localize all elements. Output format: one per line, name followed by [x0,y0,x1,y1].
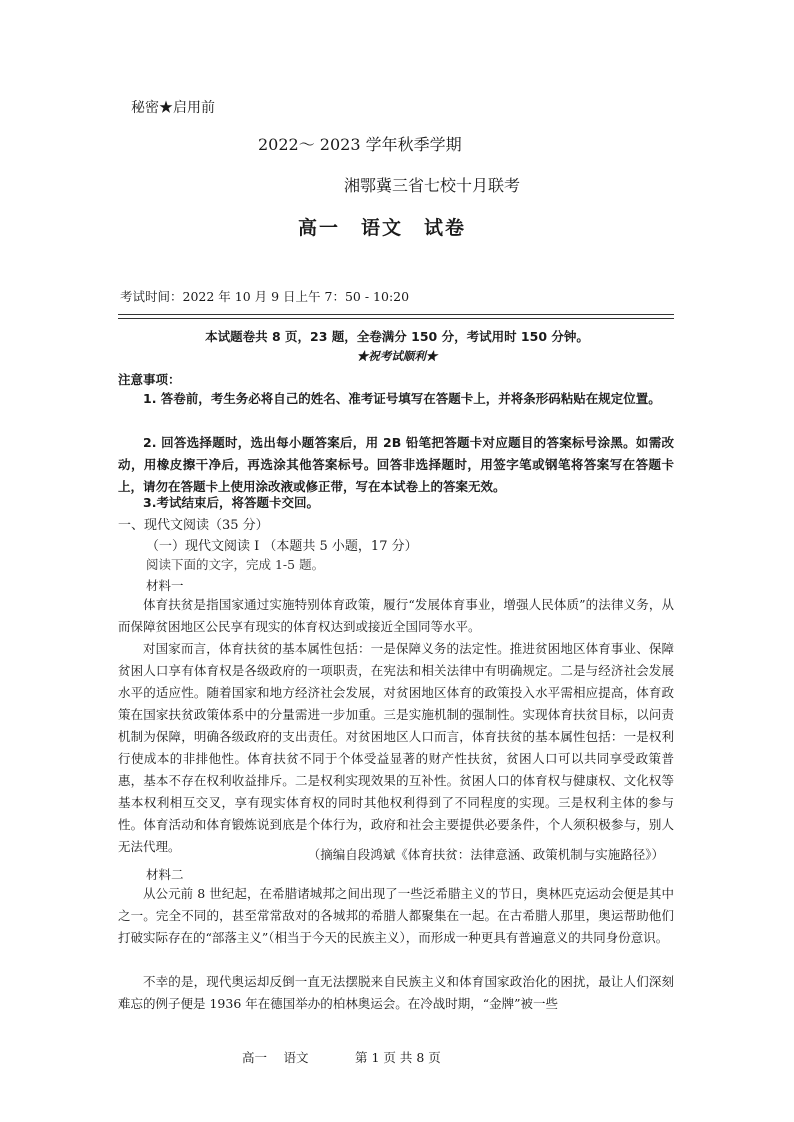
material-2-paragraph-2: 不幸的是，现代奥运却反倒一直无法摆脱来自民族主义和体育国家政治化的困扰，最让人们深刻难忘的例子便是 1936 年在德国举办的柏林奥运会。在冷战时期，“金牌”被一些 [118,974,674,1011]
material-1-paragraph-1: 体育扶贫是指国家通过实施特别体育政策，履行“发展体育事业，增强人民体质”的法律义务，从而保障贫困地区公民享有现实的体育权达到或接近全国同等水平。 [118,597,674,634]
notes-title: 注意事项： [118,372,181,387]
exam-name: 湘鄂冀三省七校十月联考 [344,176,521,195]
note-item-2: 2. 回答选择题时，选出每小题答案后，用 2B 铅笔把答题卡对应题目的答案标号涂黑。如需改动，用橡皮擦干净后，再选涂其他答案标号。回答非选择题时，用签字笔或钢笔将答案写在答题卡上，请勿在答题卡上使用涂改液或修正带，写在本试卷上的答案无效。 [118,435,674,494]
material-2-paragraph-1: 从公元前 8 世纪起，在希腊诸城邦之间出现了一些泛希腊主义的节日，奥林匹克运动会便是其中之一。完全不同的，甚至常常敌对的各城邦的希腊人都聚集在一起。在古希腊人那里，奥运帮助他们打破实际存在的“部落主义”（相当于今天的民族主义），而形成一种更具有普遍意义的共同身份意识。 [118,886,674,945]
term-title: 2022～ 2023 学年秋季学期 [258,135,462,154]
section-title: 一、现代文阅读（35 分） [118,518,269,533]
subject-title: 高一 语文 试卷 [298,217,467,239]
exam-time: 考试时间：2022 年 10 月 9 日上午 7：50 - 10:20 [120,289,410,304]
material-1-label: 材料一 [146,578,184,593]
divider-line-bottom [118,318,674,319]
divider-line-top [118,314,674,315]
footer-subject: 高一 语文 [242,1050,309,1065]
material-1-source: （摘编自段鸿斌《体育扶贫：法律意涵、政策机制与实施路径》） [307,847,664,862]
note-item-1: 1. 答卷前，考生务必将自己的姓名、准考证号填写在答题卡上，并将条形码粘贴在规定位置。 [143,391,661,406]
reading-instruction: 阅读下面的文字，完成 1-5 题。 [146,557,325,572]
material-1-paragraph-2: 对国家而言，体育扶贫的基本属性包括：一是保障义务的法定性。推进贫困地区体育事业、保障贫困人口享有体育权是各级政府的一项职责，在宪法和相关法律中有明确规定。二是与经济社会发展水平的适应性。随着国家和地方经济社会发展，对贫困地区体育的政策投入水平需相应提高，体育政策在国家扶贫政策体系中的分量需进一步加重。三是实施机制的强制性。实现体育扶贫目标，以问责机制为保障，明确各级政府的支出责任。对贫困地区人口而言，体育扶贫的基本属性包括：一是权利行使成本的非排他性。体育扶贫不同于个体受益显著的财产性扶贫，贫困人口可以共同享受政策普惠，基本不存在权利收益排斥。二是权利实现效果的互补性。贫困人口的体育权与健康权、文化权等基本权利相互交叉，享有现实体育权的同时其他权利得到了不同程度的实现。三是权利主体的参与性。体育活动和体育锻炼说到底是个体行为，政府和社会主要提供必要条件，个人须积极参与，别人无法代理。 [118,641,674,854]
material-2-label: 材料二 [146,867,184,882]
page-number: 第 1 页 共 8 页 [355,1050,441,1065]
note-item-3: 3.考试结束后，将答题卡交回。 [143,495,319,510]
good-luck-wish: ★祝考试顺利★ [356,349,438,363]
subsection-title: （一）现代文阅读 I （本题共 5 小题，17 分） [146,539,418,554]
exam-summary: 本试题卷共 8 页，23 题，全卷满分 150 分，考试用时 150 分钟。 [205,329,589,344]
confidential-mark: 秘密★启用前 [131,100,215,116]
